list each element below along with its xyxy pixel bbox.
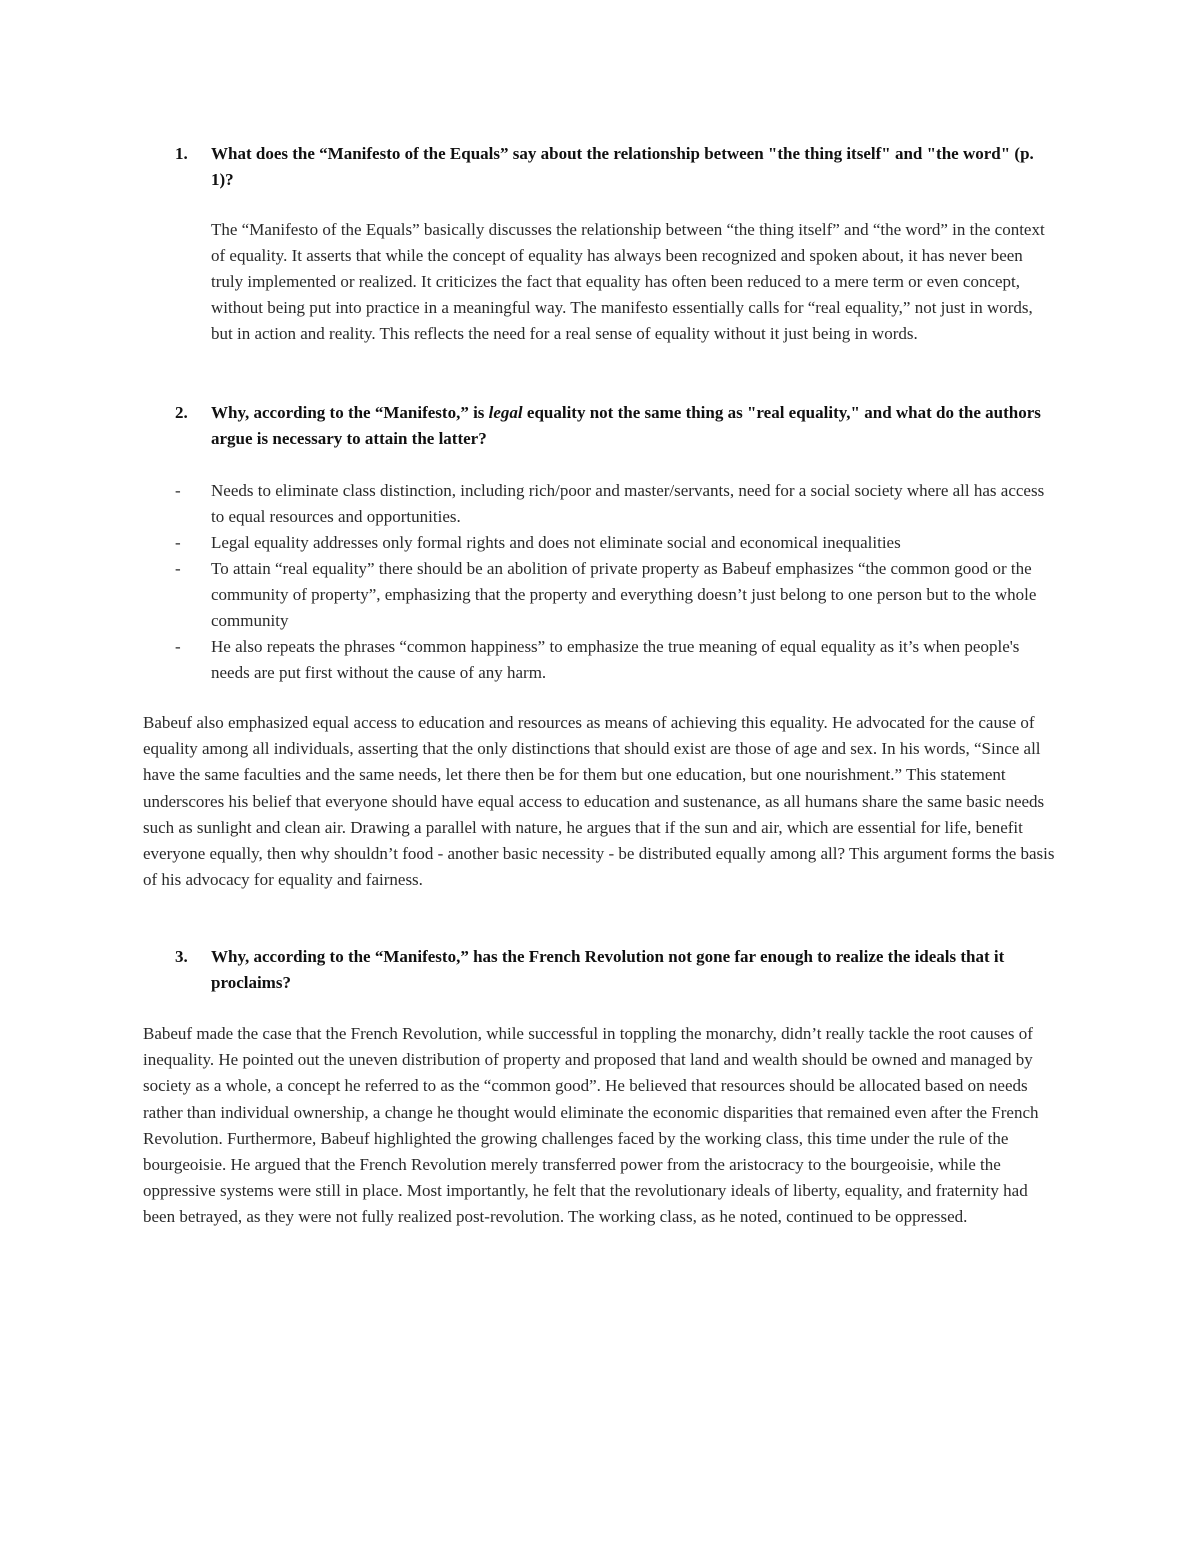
- list-item: [175, 478, 1055, 530]
- bullet-text: Legal equality addresses only formal rights and does not eliminate social and economical inequalities: [211, 533, 901, 552]
- question-3-number: 3.: [175, 947, 188, 966]
- answer-1-paragraph: The “Manifesto of the Equals” basically discusses the relationship between “the thing itself” and “the word” in the context of equality. It asserts that while the concept of equality has always been recognized and spoken about, it has never been truly implemented or realized. It criticizes the fact that equality has often been reduced to a mere term or even concept, without being put into practice in a meaningful way. The manifesto essentially calls for “real equality,” not just in words, but in action and reality. This reflects the need for a real sense of equality without it just being in words.: [211, 220, 1045, 344]
- question-1: [175, 141, 1055, 193]
- bullet-marker: -: [175, 533, 181, 552]
- question-1-number: 1.: [175, 144, 188, 163]
- bullet-text: He also repeats the phrases “common happiness” to emphasize the true meaning of equal equality as it’s when people's needs are put first without the cause of any harm.: [211, 637, 1020, 682]
- bullet-marker: -: [175, 559, 181, 578]
- question-2: [175, 400, 1055, 452]
- question-3: [175, 944, 1055, 996]
- bullet-text: To attain “real equality” there should be an abolition of private property as Babeuf emphasizes “the common good or the community of property”, emphasizing that the property and everything doesn’t just belong to one person but to the whole community: [211, 559, 1037, 630]
- bullet-marker: -: [175, 637, 181, 656]
- question-1-text: What does the “Manifesto of the Equals” say about the relationship between "the thing itself" and "the word" (p. 1)?: [211, 144, 1034, 189]
- question-2-text: [211, 400, 1055, 452]
- question-2-text-end: equality not the same thing as "real equality," and what do the authors argue is necessary to attain the latter?: [211, 403, 1041, 448]
- bullet-marker: -: [175, 481, 181, 500]
- answer-2-paragraph: Babeuf also emphasized equal access to education and resources as means of achieving this equality. He advocated for the cause of equality among all individuals, asserting that the only distinctions that should exist are those of age and sex. In his words, “Since all have the same faculties and the same needs, let there then be for them but one education, but one nourishment.” This statement underscores his belief that everyone should have equal access to education and sustenance, as all humans share the same basic needs such as sunlight and clean air. Drawing a parallel with nature, he argues that if the sun and air, which are essential for life, benefit everyone equally, then why shouldn’t food - another basic necessity - be distributed equally among all? This argument forms the basis of his advocacy for equality and fairness.: [143, 713, 1055, 890]
- question-2-text-start: Why, according to the “Manifesto,” is: [211, 403, 489, 422]
- list-item: [175, 530, 1055, 556]
- list-item: [175, 556, 1055, 634]
- answer-3-paragraph: Babeuf made the case that the French Revolution, while successful in toppling the monarchy, didn’t really tackle the root causes of inequality. He pointed out the uneven distribution of property and proposed that land and wealth should be owned and managed by society as a whole, a concept he referred to as the “common good”. He believed that resources should be allocated based on needs rather than individual ownership, a change he thought would eliminate the economic disparities that remained even after the French Revolution. Furthermore, Babeuf highlighted the growing challenges faced by the working class, this time under the rule of the bourgeoisie. He argued that the French Revolution merely transferred power from the aristocracy to the bourgeoisie, while the oppressive systems were still in place. Most importantly, he felt that the revolutionary ideals of liberty, equality, and fraternity had been betrayed, as they were not fully realized post-revolution. The working class, as he noted, continued to be oppressed.: [143, 1024, 1039, 1227]
- question-2-number: 2.: [175, 403, 188, 422]
- question-2-emphasis-legal: legal: [488, 403, 523, 422]
- bullet-text: Needs to eliminate class distinction, including rich/poor and master/servants, need for a social society where all has access to equal resources and opportunities.: [211, 481, 1045, 526]
- list-item: [175, 634, 1055, 686]
- question-3-text: Why, according to the “Manifesto,” has the French Revolution not gone far enough to realize the ideals that it proclaims?: [211, 947, 1005, 992]
- answer-2-bullet-list: [175, 478, 1055, 686]
